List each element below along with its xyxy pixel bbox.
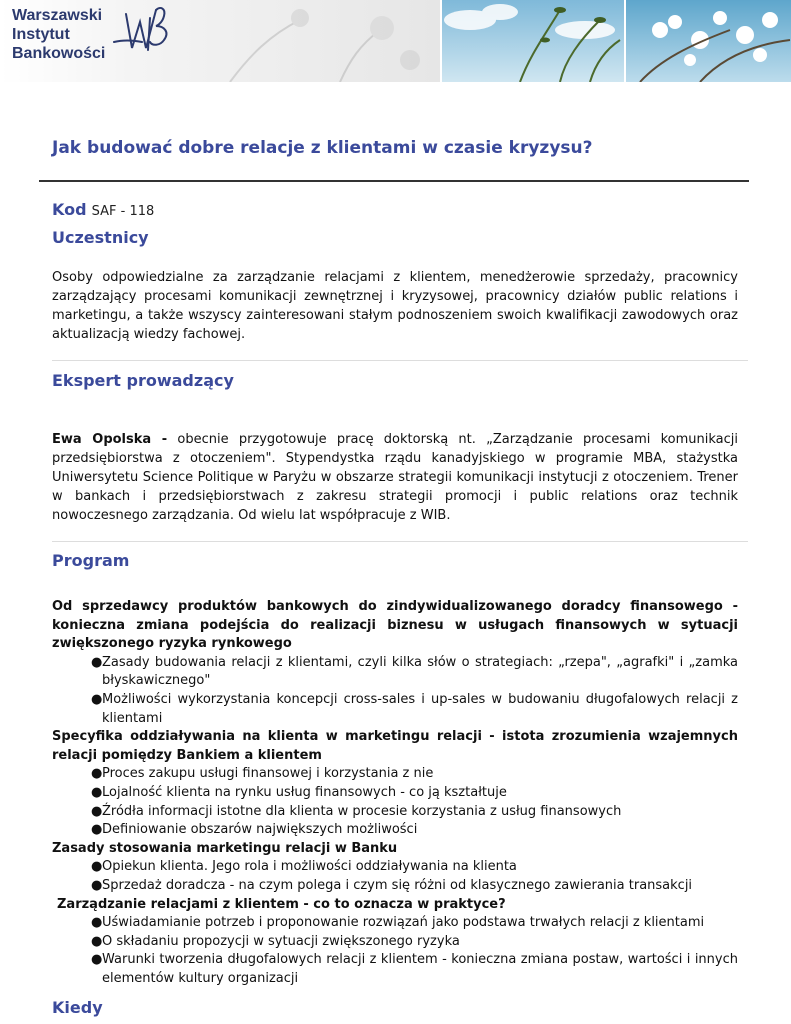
list-item: ● O składaniu propozycji w sytuacji zwiększonego ryzyka — [52, 933, 738, 952]
expert-name: Ewa Opolska - — [52, 432, 168, 447]
list-item: ● Uświadamianie potrzeb i proponowanie rozwiązań jako podstawa trwałych relacji z klientami — [52, 914, 738, 933]
list-item: ● Warunki tworzenia długofalowych relacji z klientem - konieczna zmiana postaw, wartości i innych elementów kultury organizacji — [91, 952, 738, 986]
bullet-icon: ● — [91, 859, 103, 875]
participants-heading: Uczestnicy — [52, 228, 149, 247]
bullet-icon: ● — [91, 803, 103, 819]
header-banner — [0, 0, 791, 82]
program-section-list — [52, 765, 738, 839]
wib-signature-logo — [112, 4, 176, 72]
page-title: Jak budować dobre relacje z klientami w czasie kryzysu? — [52, 138, 593, 158]
bullet-icon: ● — [91, 654, 103, 670]
bullet-icon: ● — [91, 915, 103, 931]
list-item: ● Proces zakupu usługi finansowej i korzystania z nie — [52, 765, 738, 784]
logo[interactable] — [12, 6, 122, 63]
program-section-title: Zasady stosowania marketingu relacji w Banku — [52, 840, 398, 856]
program-heading: Program — [52, 551, 130, 570]
bullet-icon: ● — [91, 952, 103, 968]
bullet-icon: ● — [91, 766, 103, 782]
expert-description: obecnie przygotowuje pracę doktorską nt. „Zarządzanie procesami komunikacji przedsiębiorstwa z otoczeniem". Stypendystka rządu kanadyjskiego w programie MBA, stażystka Uniwersytetu Science Politique w Paryżu w obszarze strategii komunikacji instytucji z otoczeniem. Trener w bankach i przedsiębiorstwach z zakresu strategii promocji i public relations oraz technik nowoczesnego zarządzania. Od wielu lat współpracuje z WIB. — [52, 432, 739, 523]
expert-bio — [52, 430, 738, 525]
section-divider — [52, 541, 748, 542]
logo-line-3: Bankowości — [12, 45, 106, 62]
list-item: ● Zasady budowania relacji z klientami, czyli kilka słów o strategiach: „rzepa", „agrafki" i „zamka błyskawicznego" — [91, 654, 738, 689]
logo-line-1: Warszawski — [12, 7, 103, 24]
participants-text: Osoby odpowiedzialne za zarządzanie relacjami z klientem, menedżerowie sprzedaży, pracownicy zarządzający procesami komunikacji zewnętrznej i kryzysowej, pracownicy działów public relations i marketingu, a także wszyscy zainteresowani stałym podnoszeniem swoich kwalifikacji zawodowych oraz aktualizacją wiedzy fachowej. — [52, 270, 738, 342]
program-section-list — [52, 914, 738, 988]
program-section-title: Specyfika oddziaływania na klienta w marketingu relacji - istota zrozumienia wzajemnych relacji pomiędzy Bankiem a klientem — [52, 729, 738, 763]
program-section-title: Od sprzedawcy produktów bankowych do zindywidualizowanego doradcy finansowego - konieczna zmiana podejścia do realizacji biznesu w usługach finansowych w sytuacji zwiększonego ryzyka rynkowego — [52, 599, 738, 652]
course-code — [52, 200, 154, 219]
list-item: ● Źródła informacji istotne dla klienta w procesie korzystania z usług finansowych — [52, 803, 738, 822]
program-section-title: Zarządzanie relacjami z klientem - co to oznacza w praktyce? — [57, 896, 506, 912]
section-divider — [52, 360, 748, 361]
when-heading: Kiedy — [52, 998, 103, 1017]
course-code-value: SAF - 118 — [91, 204, 155, 219]
title-divider — [39, 180, 749, 182]
program-content — [52, 598, 738, 988]
course-code-label: Kod — [52, 200, 87, 219]
expert-heading: Ekspert prowadzący — [52, 371, 234, 390]
list-item: ● Możliwości wykorzystania koncepcji cross-sales i up-sales w budowaniu długofalowych relacji z klientami — [91, 691, 738, 726]
list-item: ● Sprzedaż doradcza - na czym polega i czym się różni od klasycznego zawierania transakcji — [52, 877, 738, 896]
bullet-icon: ● — [91, 877, 103, 893]
bullet-icon: ● — [91, 691, 103, 707]
program-section-list — [52, 654, 738, 728]
bullet-icon: ● — [91, 933, 103, 949]
list-item: ● Definiowanie obszarów największych możliwości — [52, 821, 738, 840]
list-item: ● Opiekun klienta. Jego rola i możliwości oddziaływania na klienta — [52, 858, 738, 877]
list-item: ● Lojalność klienta na rynku usług finansowych - co ją kształtuje — [52, 784, 738, 803]
bullet-icon: ● — [91, 822, 103, 838]
bullet-icon: ● — [91, 784, 103, 800]
program-section-list — [52, 858, 738, 895]
logo-line-2: Instytut — [12, 26, 70, 43]
